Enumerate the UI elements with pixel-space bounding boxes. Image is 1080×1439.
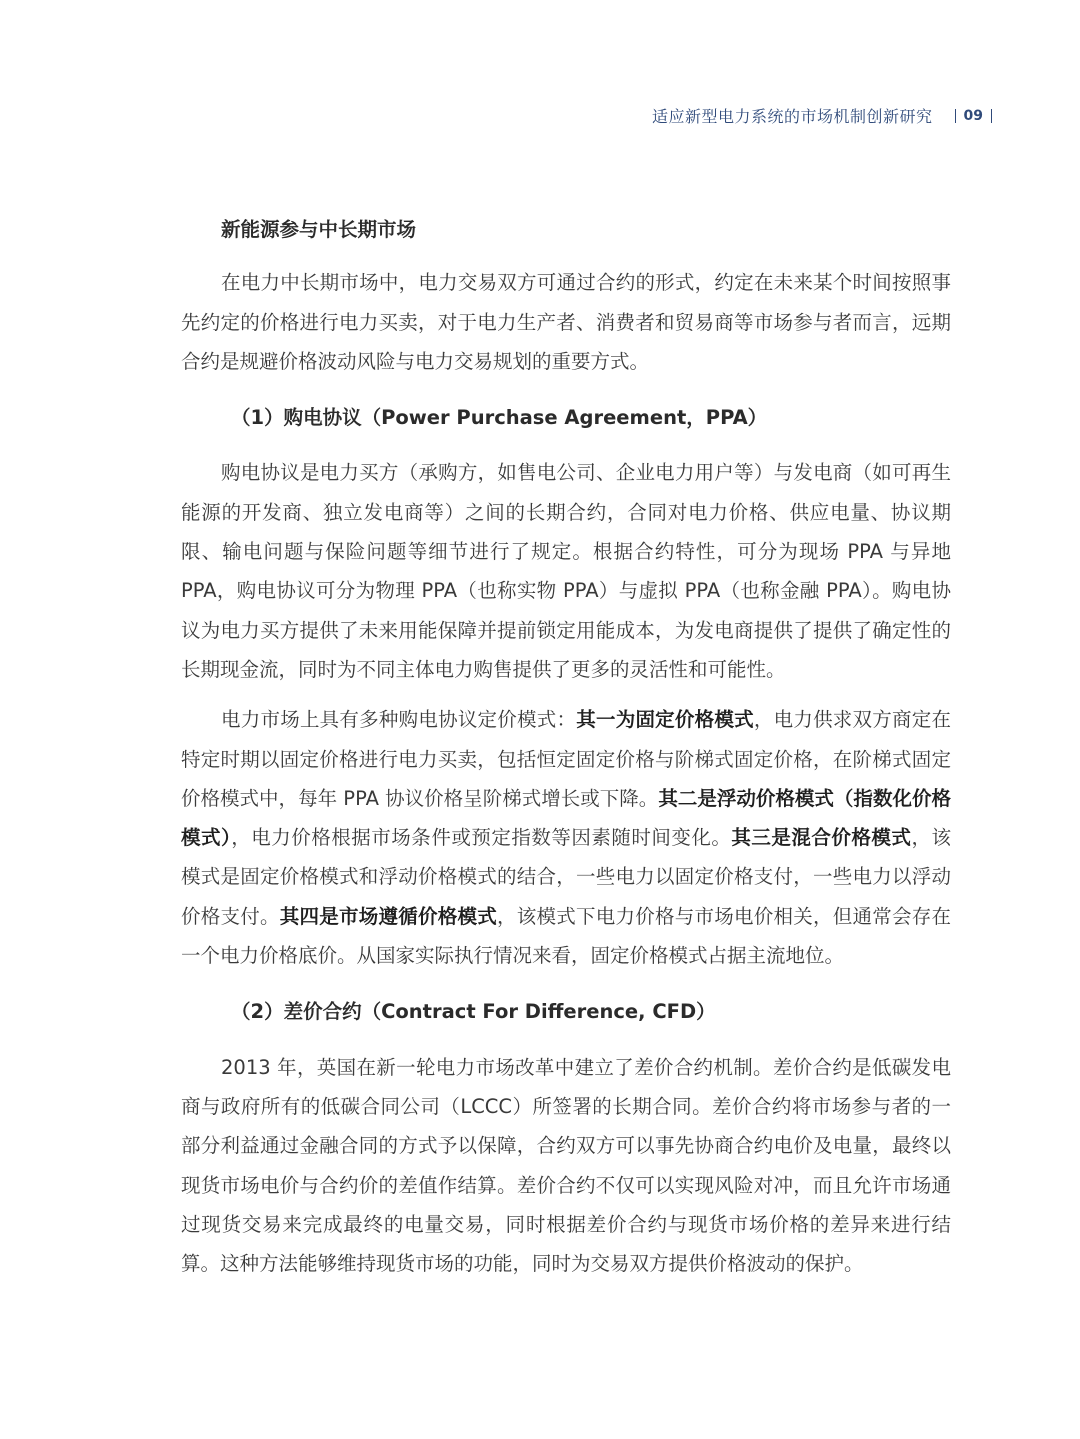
pricing-model-hybrid: 其三是混合价格模式 xyxy=(731,826,912,850)
ppa-paragraph-1: 购电协议是电力买方（承购方，如售电公司、企业电力用户等）与发电商（如可再生能源的开发商、独立发电商等）之间的长期合约，合同对电力价格、供应电量、协议期限、输电问题与保险问题等细节进行了规定。根据合约特性，可分为现场 PPA 与异地 PPA，购电协议可分为物理 PPA（也称实物 PPA）与虚拟 PPA（也称金融 PPA）。购电协议为电力买方提供了未来用能保障并提前锁定用能成本，为发电商提供了提供了确定性的长期现金流，同时为不同主体电力购售提供了更多的灵活性和可能性。 xyxy=(181,461,951,681)
pricing-model-floating: 其二是浮动价格模式（指数化价格模式） xyxy=(181,786,951,850)
ppa-text-1: 电力市场上具有多种购电协议定价模式： xyxy=(221,708,577,732)
page-number: 09 xyxy=(963,107,983,124)
intro-paragraph: 在电力中长期市场中，电力交易双方可通过合约的形式，约定在未来某个时间按照事先约定的价格进行电力买卖，对于电力生产者、消费者和贸易商等市场参与者而言，远期合约是规避价格波动风险与电力交易规划的重要方式。 xyxy=(181,271,951,373)
ppa-text-2: ，电力供求双方商定在特定时期以固定价格进行电力买卖，包括恒定固定价格与阶梯式固定价格，在阶梯式固定价格模式中，每年 PPA 协议价格呈阶梯式增长或下降。 xyxy=(181,708,951,810)
ppa-text-4: ，该模式是固定价格模式和浮动价格模式的结合，一些电力以固定价格支付，一些电力以浮动价格支付。 xyxy=(181,826,951,928)
ppa-paragraph-2 xyxy=(181,700,951,975)
running-title: 适应新型电力系统的市场机制创新研究 xyxy=(652,107,933,126)
section-title: 新能源参与中长期市场 xyxy=(221,218,417,241)
header-divider-right xyxy=(991,109,992,123)
pricing-model-fixed: 其一为固定价格模式 xyxy=(576,708,754,732)
page-body xyxy=(181,210,951,1294)
page-header xyxy=(652,104,992,127)
ppa-text-3: ，电力价格根据市场条件或预定指数等因素随时间变化。 xyxy=(231,826,732,850)
ppa-text-5: ，该模式下电力价格与市场电价相关，但通常会存在一个电力价格底价。从国家实际执行情况来看，固定价格模式占据主流地位。 xyxy=(181,904,951,968)
ppa-heading: （1）购电协议（Power Purchase Agreement，PPA） xyxy=(231,406,768,430)
cfd-paragraph: 2013 年，英国在新一轮电力市场改革中建立了差价合约机制。差价合约是低碳发电商与政府所有的低碳合同公司（LCCC）所签署的长期合同。差价合约将市场参与者的一部分利益通过金融合同的方式予以保障，合约双方可以事先协商合约电价及电量，最终以现货市场电价与合约价的差值作结算。差价合约不仅可以实现风险对冲，而且允许市场通过现货交易来完成最终的电量交易，同时根据差价合约与现货市场价格的差异来进行结算。这种方法能够维持现货市场的功能，同时为交易双方提供价格波动的保护。 xyxy=(181,1055,951,1276)
header-divider-left xyxy=(955,109,956,123)
pricing-model-market: 其四是市场遵循价格模式 xyxy=(279,904,497,928)
cfd-heading: （2）差价合约（Contract For Difference, CFD） xyxy=(231,1000,716,1024)
